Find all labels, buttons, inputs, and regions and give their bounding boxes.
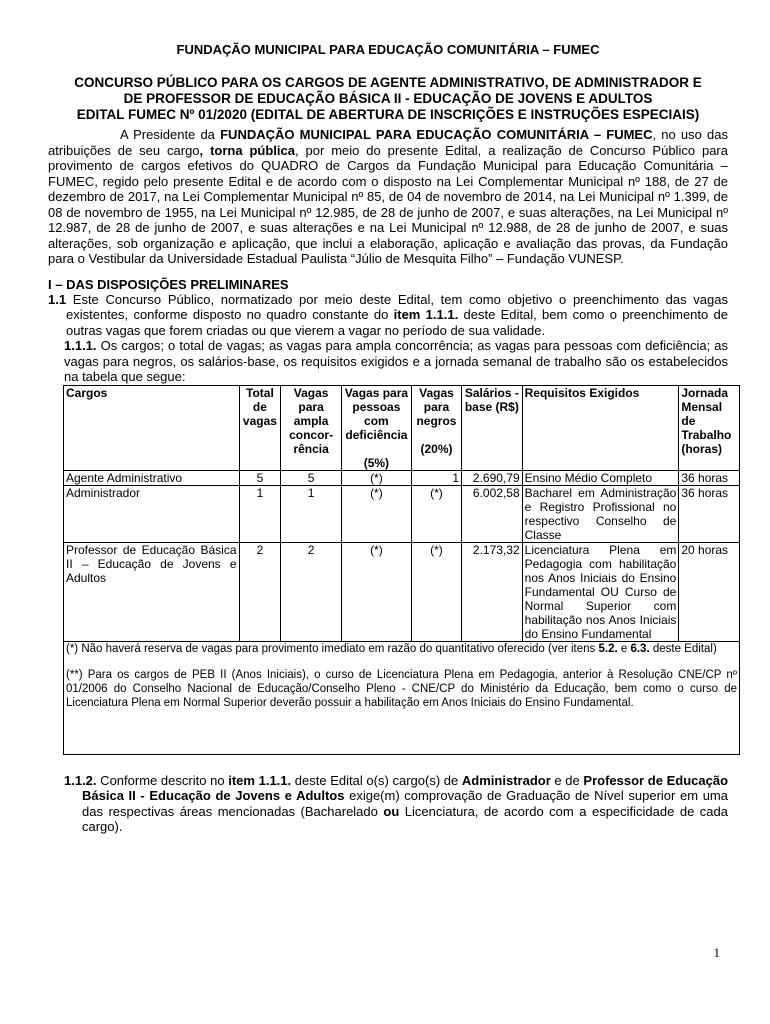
page-number: 1 bbox=[713, 945, 720, 960]
cell-jornada: 20 horas bbox=[679, 542, 740, 641]
edital-page bbox=[48, 36, 737, 835]
header-negros-pct: (20%) bbox=[420, 441, 453, 456]
cell-cargo: Administrador bbox=[64, 485, 240, 542]
table-notes-row bbox=[64, 641, 740, 754]
title-line-2: DE PROFESSOR DE EDUCAÇÃO BÁSICA II - EDUCAÇÃO DE JOVENS E ADULTOS bbox=[123, 91, 653, 106]
cell-salario: 6.002,58 bbox=[462, 485, 523, 542]
header-ampla: Vagas para ampla concor-rência bbox=[281, 385, 342, 470]
cell-cargo: Agente Administrativo bbox=[64, 470, 240, 485]
note-1-text-3: deste Edital) bbox=[649, 642, 717, 655]
title-line-3: EDITAL FUMEC Nº 01/2020 (EDITAL DE ABERTURA DE INSCRIÇÕES E INSTRUÇÕES ESPECIAIS) bbox=[76, 107, 700, 122]
item-1-1 bbox=[48, 292, 728, 339]
header-requisitos: Requisitos Exigidos bbox=[522, 385, 679, 470]
item-1-1-2-text-2: deste Edital o(s) cargo(s) de bbox=[291, 772, 462, 788]
table-notes bbox=[64, 641, 740, 754]
header-total: Total de vagas bbox=[239, 385, 281, 470]
cell-negros: (*) bbox=[411, 542, 461, 641]
item-1-1-number: 1.1 bbox=[48, 291, 67, 307]
header-jornada: Jornada Mensal de Trabalho (horas) bbox=[679, 385, 740, 470]
cell-requisitos: Licenciatura Plena em Pedagogia com habilitação nos Anos Iniciais do Ensino Fundamental OU Curso de Normal Superior com habilitação nos Anos Iniciais do Ensino Fundamental bbox=[522, 542, 679, 641]
header-deficiencia-pct: (5%) bbox=[363, 455, 390, 470]
intro-text-3: , por meio do presente Edital, a realização de Concurso Público para provimento de cargos efetivos do QUADRO de Cargos da Fundação Municipal para Educação Comunitária – FUMEC, regido pelo presente Edital e de acordo com o disposto na Lei Complementar Municipal nº 188, de 27 de dezembro de 2017, na Lei Complementar Municipal nº 85, de 04 de novembro de 2014, na Lei Municipal nº 1.399, de 08 de novembro de 1955, na Lei Municipal nº 12.985, de 28 de junho de 2007, e suas alterações, na Lei Municipal nº 12.987, de 28 de junho de 2007, e suas alterações e na Lei Municipal nº 12.988, de 28 de junho de 2007, e suas alterações, sob organização e aplicação, que inclui a elaboração, aplicação e avaliação das provas, da Fundação para o Vestibular da Universidade Estadual Paulista “Júlio de Mesquita Filho” – Fundação VUNESP. bbox=[48, 142, 728, 266]
cell-salario: 2.690,79 bbox=[462, 470, 523, 485]
section-heading: I – DAS DISPOSIÇÕES PRELIMINARES bbox=[48, 276, 289, 292]
note-1-text-1: (*) Não haverá reserva de vagas para provimento imediato em razão do quantitativo oferecido (ver itens bbox=[66, 642, 599, 655]
item-1-1-1 bbox=[48, 338, 728, 385]
header-negros bbox=[411, 385, 461, 470]
cell-requisitos: Ensino Médio Completo bbox=[522, 470, 679, 485]
cell-cargo: Professor de Educação Básica II – Educação de Jovens e Adultos bbox=[64, 542, 240, 641]
intro-text-1: A Presidente da bbox=[120, 127, 221, 142]
note-1 bbox=[66, 642, 737, 656]
note-1-text-2: e bbox=[617, 642, 631, 655]
table-header-row bbox=[64, 385, 740, 470]
header-salarios: Salários -base (R$) bbox=[462, 385, 523, 470]
table-row bbox=[64, 485, 740, 542]
cell-salario: 2.173,32 bbox=[462, 542, 523, 641]
cell-total: 5 bbox=[239, 470, 281, 485]
intro-bold-1: FUNDAÇÃO MUNICIPAL PARA EDUCAÇÃO COMUNITÁRIA – FUMEC bbox=[220, 127, 653, 142]
cell-deficiencia: (*) bbox=[341, 542, 411, 641]
vacancies-table bbox=[63, 385, 740, 755]
cell-deficiencia: (*) bbox=[341, 470, 411, 485]
note-2: (**) Para os cargos de PEB II (Anos Iniciais), o curso de Licenciatura Plena em Pedagogia, anterior à Resolução CNE/CP nº 01/2006 do Conselho Nacional de Educação/Conselho Pleno - CNE/CP do Ministério da Educação, bem como o curso de Licenciatura Plena em Normal Superior deverão possuir a habilitação em Anos Iniciais do Ensino Fundamental. bbox=[66, 668, 737, 709]
cell-total: 2 bbox=[239, 542, 281, 641]
item-1-1-2-text-3: e de bbox=[550, 772, 584, 788]
table-row bbox=[64, 470, 740, 485]
intro-text-2: , no uso das atribuições de seu cargo bbox=[48, 127, 729, 158]
item-1-1-2-bold-2: Administrador bbox=[461, 772, 551, 788]
cell-total: 1 bbox=[239, 485, 281, 542]
item-1-1-2-bold-1: item 1.1.1. bbox=[228, 772, 292, 788]
table-row bbox=[64, 542, 740, 641]
cell-requisitos: Bacharel em Administração e Registro Profissional no respectivo Conselho de Classe bbox=[522, 485, 679, 542]
note-1-bold-2: 6.3. bbox=[630, 642, 650, 655]
intro-paragraph bbox=[48, 127, 728, 267]
item-1-1-2-bold-4: ou bbox=[383, 803, 400, 819]
cell-jornada: 36 horas bbox=[679, 485, 740, 542]
cell-negros: 1 bbox=[411, 470, 461, 485]
note-1-bold-1: 5.2. bbox=[598, 642, 618, 655]
cell-negros: (*) bbox=[411, 485, 461, 542]
cell-jornada: 36 horas bbox=[679, 470, 740, 485]
item-1-1-2 bbox=[48, 773, 728, 835]
cell-ampla: 2 bbox=[281, 542, 342, 641]
item-1-1-2-number: 1.1.2. bbox=[64, 772, 97, 788]
cell-ampla: 1 bbox=[281, 485, 342, 542]
item-1-1-2-text-5: Licenciatura, de acordo com a especificidade de cada cargo). bbox=[82, 803, 728, 834]
cell-ampla: 5 bbox=[281, 470, 342, 485]
item-1-1-1-number: 1.1.1. bbox=[64, 338, 97, 353]
item-1-1-2-text-1: Conforme descrito no bbox=[96, 772, 229, 788]
item-1-1-text-1: Este Concurso Público, normatizado por meio deste Edital, tem como objetivo o preenchimento das vagas existentes, conforme disposto no quadro constante do bbox=[66, 291, 728, 322]
header-negros-label: Vagas para negros bbox=[416, 385, 457, 428]
item-1-1-2-text-4: exige(m) comprovação de Graduação de Nível superior em uma das respectivas áreas mencionadas (Bacharelado bbox=[82, 788, 728, 819]
title-line-1: CONCURSO PÚBLICO PARA OS CARGOS DE AGENTE ADMINISTRATIVO, DE ADMINISTRADOR E bbox=[74, 75, 702, 90]
intro-bold-2: , torna pública bbox=[199, 142, 295, 158]
cell-deficiencia: (*) bbox=[341, 485, 411, 542]
org-heading: FUNDAÇÃO MUNICIPAL PARA EDUCAÇÃO COMUNITÁRIA – FUMEC bbox=[176, 42, 600, 57]
header-deficiencia bbox=[341, 385, 411, 470]
item-1-1-bold: item 1.1.1. bbox=[393, 307, 459, 322]
item-1-1-2-bold-3: Professor de Educação Básica II - Educação de Jovens e Adultos bbox=[82, 772, 729, 803]
edital-title bbox=[48, 75, 728, 123]
item-1-1-text-2: deste Edital, bem como o preenchimento de outras vagas que forem criadas ou que vierem a vagar no período de sua validade. bbox=[66, 307, 729, 338]
header-deficiencia-label: Vagas para pessoas com deficiência bbox=[344, 385, 409, 442]
header-cargos: Cargos bbox=[64, 385, 240, 470]
item-1-1-1-text: Os cargos; o total de vagas; as vagas para ampla concorrência; as vagas para pessoas com deficiência; as vagas para negros, os salários-base, os requisitos exigidos e a jornada semanal de trabalho são os estabelecidos na tabela que segue: bbox=[64, 338, 728, 384]
